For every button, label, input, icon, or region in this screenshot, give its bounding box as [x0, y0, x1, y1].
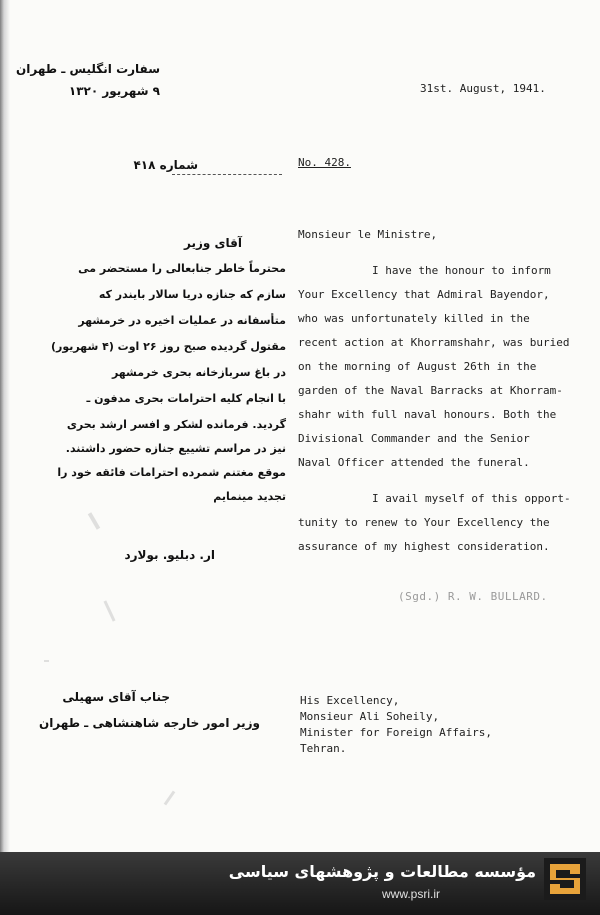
en-addressee-line: Monsieur Ali Soheily,: [300, 710, 440, 723]
fa-addressee-title: وزیر امور خارجه شاهنشاهی ـ طهران: [38, 716, 260, 730]
fa-body-line: سازم که جنازه دریا سالار بایندر که: [98, 288, 286, 301]
fa-body-line: با انجام کلیه احترامات بحری مدفون ـ: [86, 392, 286, 405]
fa-body-line: گردید. فرمانده لشکر و افسر ارشد بحری: [66, 418, 286, 431]
fa-addressee-name: جناب آقای سهیلی: [62, 690, 170, 704]
en-letter-number: No. 428.: [298, 156, 351, 169]
fa-body-line: مقتول گردیده صبح روز ۲۶ اوت (۴ شهریور): [50, 340, 286, 353]
en-body-line: I avail myself of this opport-: [372, 492, 571, 505]
fa-body-line: تجدید مینمایم: [213, 490, 286, 503]
en-body-line: Naval Officer attended the funeral.: [298, 456, 530, 469]
fa-letter-number: شماره ۴۱۸: [133, 158, 198, 172]
fa-number-underline: [172, 174, 282, 175]
scan-smudge: [164, 791, 176, 806]
scan-smudge: [103, 600, 115, 621]
psri-logo-icon: [544, 858, 586, 900]
fa-body-line: موقع مغتنم شمرده احترامات فائقه خود را: [57, 466, 286, 479]
en-signature: (Sgd.) R. W. BULLARD.: [398, 590, 548, 603]
footer-institute-name: مؤسسه مطالعات و پژوهشهای سیاسی: [228, 862, 536, 881]
scan-smudge: [44, 660, 49, 662]
en-body-line: shahr with full naval honours. Both the: [298, 408, 557, 421]
fa-signature: ار. دبلیو. بولارد: [124, 548, 215, 562]
en-addressee-line: Minister for Foreign Affairs,: [300, 726, 493, 739]
fa-letter-body: [16, 262, 286, 522]
fa-body-line: محترماً خاطر جنابعالی را مستحضر می: [78, 262, 286, 275]
fa-embassy-header: سفارت انگلیس ـ طهران: [16, 62, 160, 76]
fa-date: ۹ شهریور ۱۳۲۰: [68, 84, 160, 98]
en-body-line: I have the honour to inform: [372, 264, 551, 277]
en-date: 31st. August, 1941.: [420, 82, 546, 95]
en-body-line: tunity to renew to Your Excellency the: [298, 516, 550, 529]
en-body-line: who was unfortunately killed in the: [298, 312, 530, 325]
en-body-line: Divisional Commander and the Senior: [298, 432, 530, 445]
en-body-line: assurance of my highest consideration.: [298, 540, 550, 553]
fa-body-line: متأسفانه در عملیات اخیره در خرمشهر: [78, 314, 286, 327]
scan-edge-shadow: [0, 0, 10, 915]
footer-url[interactable]: www.psri.ir: [381, 887, 440, 901]
fa-body-line: نیز در مراسم تشییع جنازه حضور داشتند.: [65, 442, 286, 455]
en-addressee-line: Tehran.: [300, 742, 347, 755]
fa-body-line: در باغ سربازخانه بحری خرمشهر: [111, 366, 286, 379]
en-salutation: Monsieur le Ministre,: [298, 228, 438, 241]
en-addressee-line: His Excellency,: [300, 694, 400, 707]
en-body-line: garden of the Naval Barracks at Khorram-: [298, 384, 563, 397]
en-body-line: recent action at Khorramshahr, was buried: [298, 336, 570, 349]
fa-salutation: آقای وزیر: [184, 236, 242, 250]
en-body-line: on the morning of August 26th in the: [298, 360, 537, 373]
en-body-line: Your Excellency that Admiral Bayendor,: [298, 288, 550, 301]
